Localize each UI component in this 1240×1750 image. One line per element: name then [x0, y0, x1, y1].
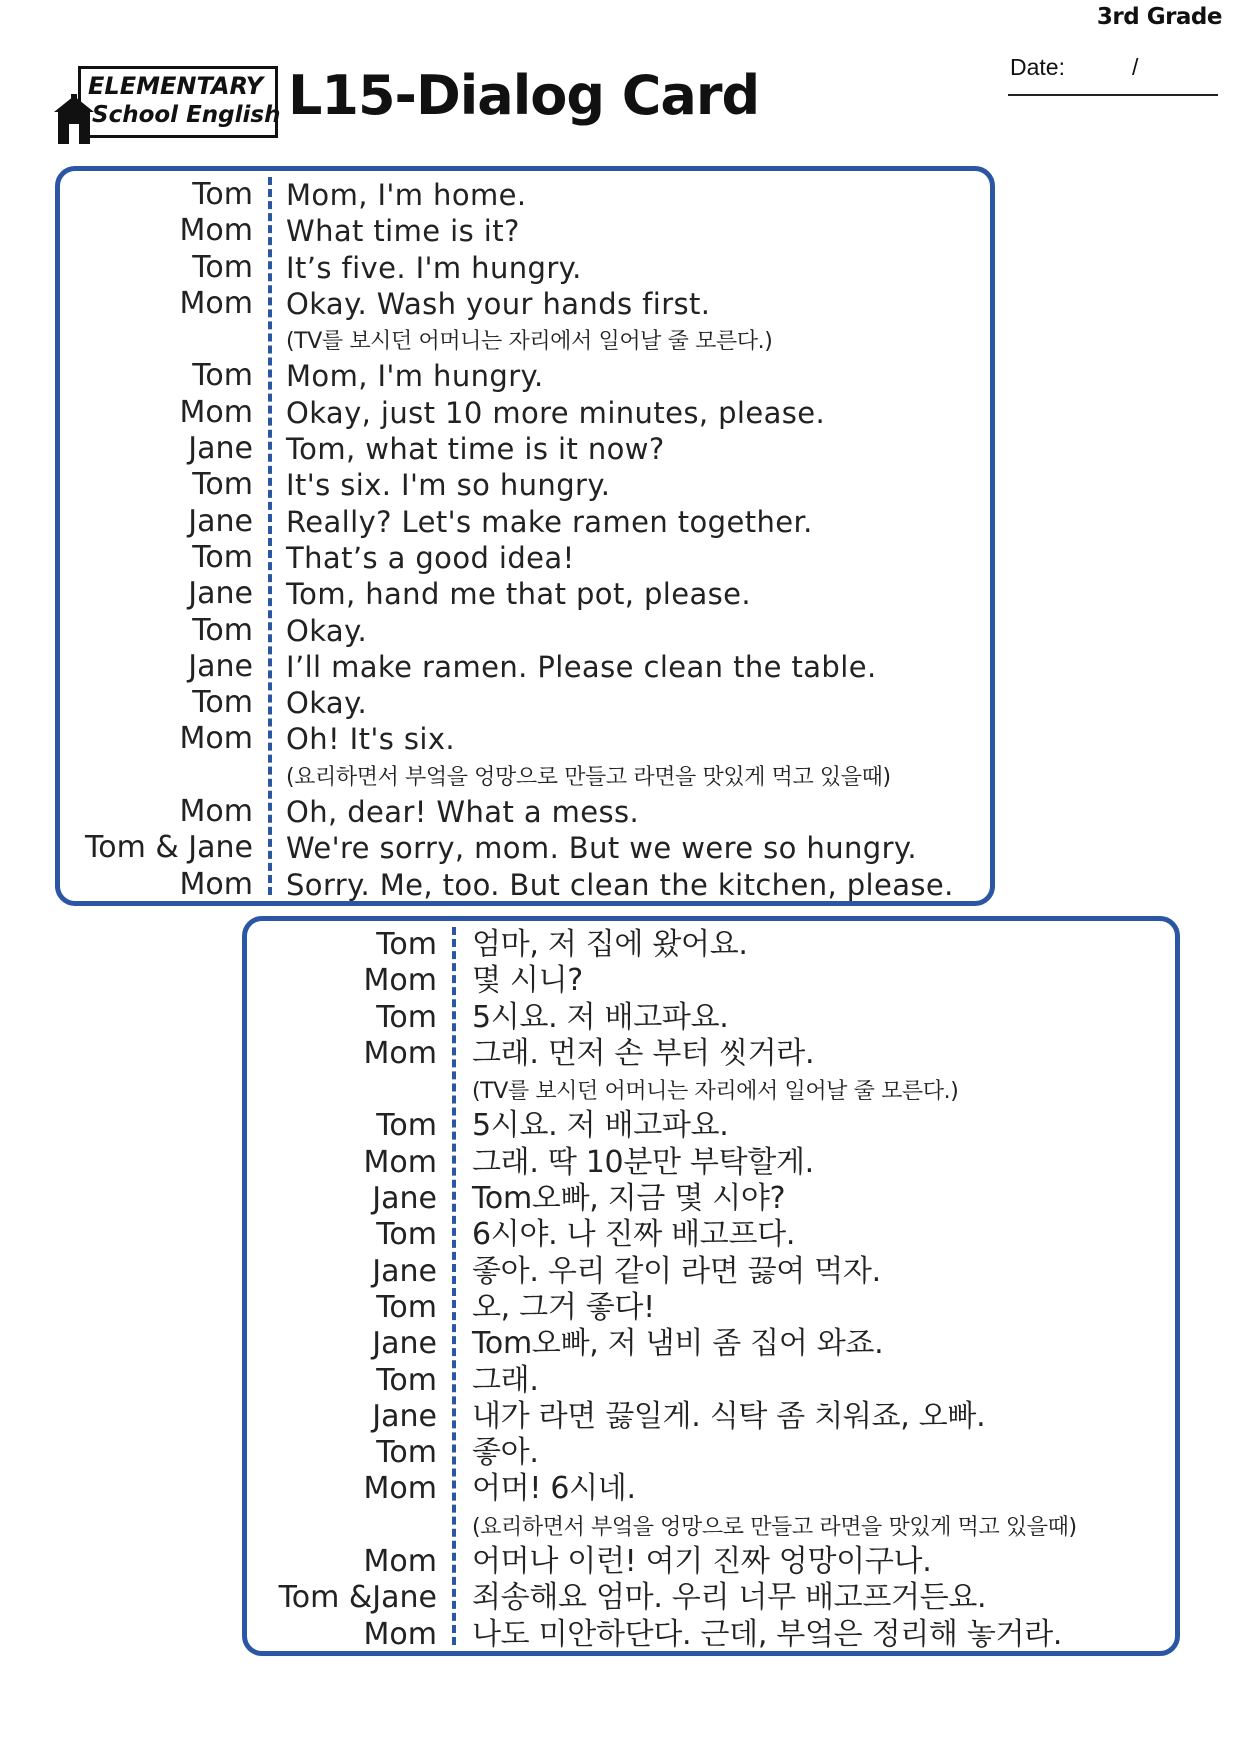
speaker-name: Jane: [188, 576, 253, 612]
speaker-name: Mom: [363, 1144, 437, 1180]
speaker-name: Tom: [376, 927, 437, 962]
dialog-line: [247, 1108, 1175, 1144]
english-dialog-card: [55, 166, 995, 906]
line-text: Okay. Wash your hands first.: [286, 286, 711, 321]
speaker-name: Mom: [179, 285, 253, 321]
line-text: What time is it?: [286, 214, 520, 249]
speaker-name: Tom: [376, 1289, 437, 1325]
speaker-name: Mom: [363, 1471, 437, 1507]
dialog-line: [60, 431, 990, 467]
line-text: Okay, just 10 more minutes, please.: [286, 395, 826, 430]
dialog-line: [60, 250, 990, 286]
line-text: Really? Let's make ramen together.: [286, 504, 813, 539]
dialog-line: [247, 1471, 1175, 1507]
line-text: 그래.: [472, 1362, 539, 1398]
dialog-line: [247, 1290, 1175, 1326]
speaker-name: Jane: [188, 503, 253, 539]
dialog-line: [60, 613, 990, 649]
dialog-line: [247, 1181, 1175, 1217]
line-text: 5시요. 저 배고파요.: [472, 999, 729, 1035]
speaker-name: Tom: [376, 1362, 437, 1398]
line-text: Tom오빠, 저 냄비 좀 집어 와죠.: [472, 1326, 884, 1362]
line-text: 좋아.: [472, 1435, 539, 1471]
speaker-name: Tom: [192, 539, 253, 575]
date-field: [1008, 54, 1218, 96]
line-text: 5시요. 저 배고파요.: [472, 1108, 729, 1144]
dialog-line: [247, 1036, 1175, 1072]
speaker-name: Tom: [376, 1217, 437, 1253]
speaker-name: Jane: [372, 1253, 437, 1289]
dialog-line: [60, 540, 990, 576]
dialog-line: [60, 177, 990, 213]
line-text: That’s a good idea!: [286, 540, 575, 575]
line-text: 어머! 6시네.: [472, 1471, 636, 1507]
speaker-name: Jane: [372, 1326, 437, 1362]
grade-label: 3rd Grade: [1096, 4, 1222, 30]
dialog-line: [247, 1544, 1175, 1580]
line-text: Mom, I'm hungry.: [286, 359, 544, 394]
speaker-name: Tom: [192, 685, 253, 721]
line-text: 그래. 먼저 손 부터 씻거라.: [472, 1035, 815, 1071]
speaker-name: Tom: [192, 358, 253, 394]
line-text: Tom오빠, 지금 몇 시야?: [472, 1181, 786, 1217]
schoolhouse-icon: [52, 94, 96, 146]
dialog-line: [247, 1145, 1175, 1181]
line-text: 오, 그거 좋다!: [472, 1289, 655, 1325]
dialog-line: [247, 963, 1175, 999]
dialog-line: [60, 213, 990, 249]
speaker-name: Mom: [179, 866, 253, 902]
line-text: 6시야. 나 진짜 배고프다.: [472, 1217, 796, 1253]
dialog-line: [247, 1399, 1175, 1435]
logo-line-2: School English: [92, 102, 281, 128]
speaker-name: Tom: [376, 1108, 437, 1144]
dialog-line: [60, 721, 990, 757]
speaker-name: Tom: [192, 249, 253, 285]
line-text: It’s five. I'm hungry.: [286, 250, 582, 285]
line-text: We're sorry, mom. But we were so hungry.: [286, 831, 917, 866]
dialog-line: [60, 467, 990, 503]
speaker-name: Tom: [376, 999, 437, 1035]
speaker-name: Jane: [372, 1398, 437, 1434]
dialog-line: [60, 830, 990, 866]
date-separator: /: [1132, 54, 1139, 80]
dialog-line: [60, 649, 990, 685]
line-text: 내가 라면 끓일게. 식탁 좀 치워죠, 오빠.: [472, 1398, 986, 1434]
dialog-lines: [247, 927, 1175, 1653]
speaker-name: Mom: [179, 394, 253, 430]
line-text: 그래. 딱 10분만 부탁할게.: [472, 1144, 814, 1180]
stage-direction-text: (TV를 보시던 어머니는 자리에서 일어날 줄 모른다.): [286, 329, 773, 355]
speaker-name: Jane: [188, 648, 253, 684]
stage-direction-text: (요리하면서 부엌을 엉망으로 만들고 라면을 맛있게 먹고 있을때): [472, 1514, 1077, 1540]
dialog-line: [60, 576, 990, 612]
dialog-lines: [60, 177, 990, 903]
dialog-line: [247, 1617, 1175, 1653]
stage-direction-text: (TV를 보시던 어머니는 자리에서 일어날 줄 모른다.): [472, 1079, 959, 1105]
speaker-name: Tom: [192, 467, 253, 503]
speaker-name: Tom: [192, 612, 253, 648]
dialog-line: [247, 1000, 1175, 1036]
stage-direction-text: (요리하면서 부엌을 엉망으로 만들고 라면을 맛있게 먹고 있을때): [286, 764, 891, 790]
speaker-name: Tom &Jane: [278, 1580, 437, 1616]
speaker-name: Tom & Jane: [85, 830, 253, 866]
line-text: Oh, dear! What a mess.: [286, 795, 640, 830]
stage-direction: [247, 1508, 1175, 1544]
korean-dialog-card: [242, 916, 1180, 1656]
speaker-name: Mom: [179, 213, 253, 249]
stage-direction: [247, 1072, 1175, 1108]
line-text: Tom, what time is it now?: [286, 432, 665, 467]
dialog-line: [247, 1217, 1175, 1253]
stage-direction: [60, 758, 990, 794]
line-text: 어머나 이런! 여기 진짜 엉망이구나.: [472, 1544, 932, 1580]
dialog-line: [247, 1580, 1175, 1616]
speaker-name: Mom: [179, 794, 253, 830]
line-text: Tom, hand me that pot, please.: [286, 577, 751, 612]
dialog-line: [60, 685, 990, 721]
line-text: I’ll make ramen. Please clean the table.: [286, 649, 877, 684]
line-text: 엄마, 저 집에 왔어요.: [472, 927, 748, 962]
dialog-line: [60, 867, 990, 903]
line-text: 좋아. 우리 같이 라면 끓여 먹자.: [472, 1253, 881, 1289]
speaker-name: Mom: [363, 1544, 437, 1580]
speaker-name: Mom: [363, 963, 437, 999]
line-text: It's six. I'm so hungry.: [286, 468, 611, 503]
school-english-logo: [52, 66, 282, 146]
line-text: Sorry. Me, too. But clean the kitchen, please.: [286, 867, 954, 902]
line-text: Oh! It's six.: [286, 722, 456, 757]
speaker-name: Mom: [363, 1035, 437, 1071]
line-text: Okay.: [286, 613, 368, 648]
date-label: Date:: [1010, 54, 1065, 80]
dialog-line: [247, 927, 1175, 963]
speaker-name: Tom: [192, 177, 253, 212]
dialog-line: [60, 358, 990, 394]
speaker-name: Jane: [188, 431, 253, 467]
dialog-line: [247, 1254, 1175, 1290]
line-text: 나도 미안하단다. 근데, 부엌은 정리해 놓거라.: [472, 1616, 1063, 1652]
speaker-name: Jane: [372, 1181, 437, 1217]
speaker-name: Tom: [376, 1435, 437, 1471]
dialog-line: [60, 286, 990, 322]
page-title: L15-Dialog Card: [288, 64, 760, 127]
dialog-line: [247, 1435, 1175, 1471]
speaker-name: Mom: [363, 1616, 437, 1652]
dialog-line: [60, 794, 990, 830]
dialog-line: [60, 395, 990, 431]
dialog-line: [60, 504, 990, 540]
line-text: Okay.: [286, 686, 368, 721]
dialog-line: [247, 1363, 1175, 1399]
line-text: Mom, I'm home.: [286, 178, 527, 212]
speaker-name: Mom: [179, 721, 253, 757]
stage-direction: [60, 322, 990, 358]
dialog-line: [247, 1326, 1175, 1362]
line-text: 몇 시니?: [472, 963, 583, 999]
line-text: 죄송해요 엄마. 우리 너무 배고프거든요.: [472, 1580, 987, 1616]
logo-line-1: ELEMENTARY: [88, 72, 264, 100]
